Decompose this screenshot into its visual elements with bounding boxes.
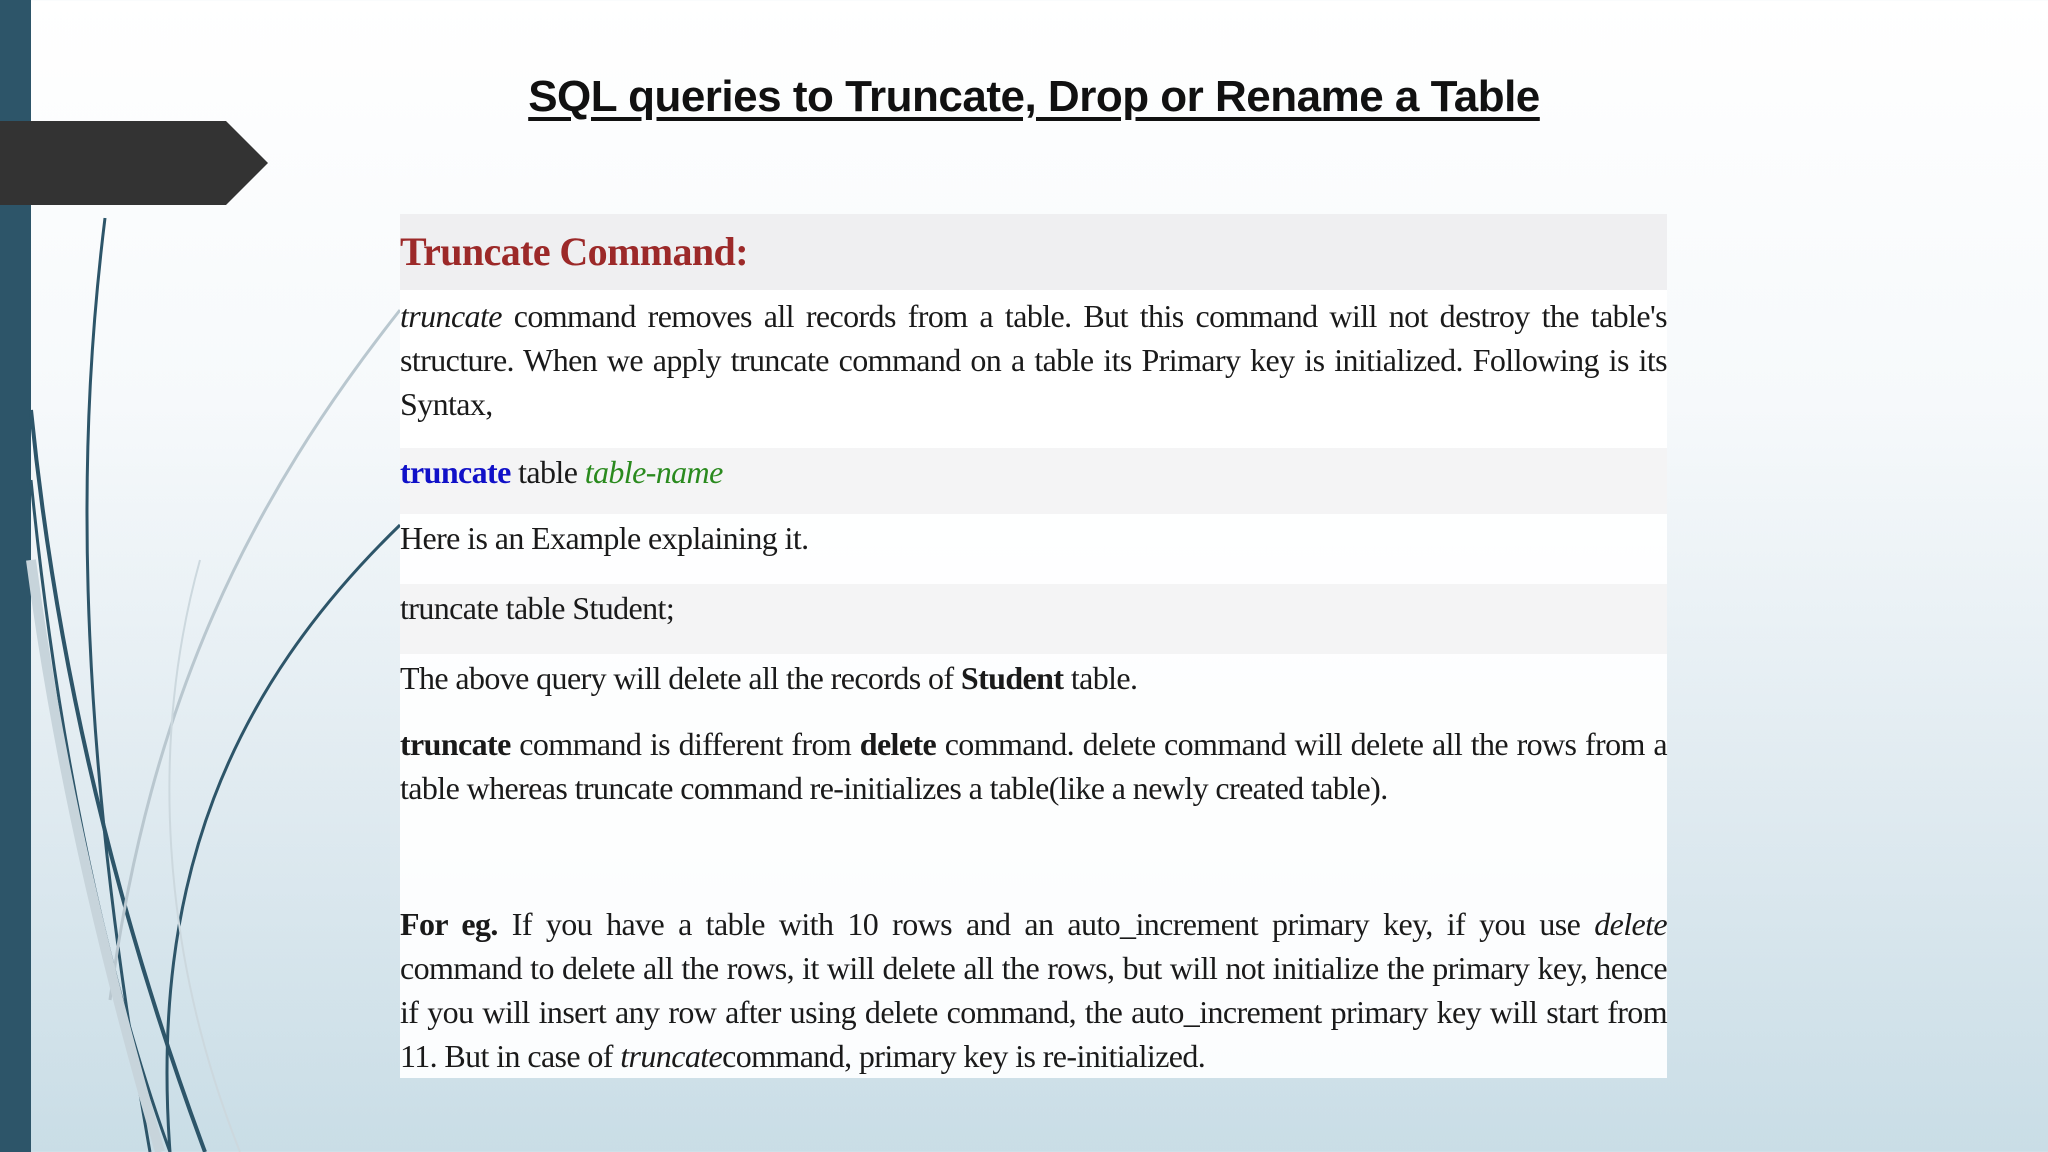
difference-cmd-truncate: truncate [400,726,511,762]
eg-cmd-truncate: truncate [620,1038,723,1074]
syntax-param: table-name [584,454,723,490]
example-paragraph [400,902,1667,1078]
decorative-curves [31,218,400,1152]
result-line [400,654,1667,720]
difference-cmd-delete: delete [859,726,937,762]
difference-text-1: command is different from [510,726,860,762]
eg-text-1: If you have a table with 10 rows and an auto_increment primary key, if you use [497,906,1595,942]
eg-label: For eg. [400,906,498,942]
eg-text-3: command, primary key is re-initialized. [722,1038,1206,1074]
content-area [400,214,1667,1078]
heading-band [400,214,1667,290]
section-heading: Truncate Command: [400,229,748,274]
syntax-keyword: truncate [400,454,511,490]
result-after: table. [1063,660,1138,696]
eg-cmd-delete: delete [1594,906,1667,942]
syntax-middle: table [510,454,585,490]
result-before: The above query will delete all the records of [400,660,961,696]
syntax-line [400,448,1667,514]
intro-command: truncate [400,298,502,334]
intro-text: command removes all records from a table. But this command will not destroy the table's structure. When we apply truncate command on a table its Primary key is initialized. Following is its Syntax, [400,298,1667,422]
title-arrow-shape [0,121,268,205]
result-table-name: Student [960,660,1064,696]
difference-text-2: command. delete command will delete all the rows from a table whereas truncate command re-initializes a table(like a newly created table). [400,726,1667,806]
eg-text-2: command to delete all the rows, it will delete all the rows, but will not initialize the primary key, hence if you will insert any row after using delete command, the auto_increment primary key will start from 11. But in case of [400,950,1667,1074]
intro-paragraph [400,290,1667,448]
example-query: truncate table Student; [400,584,1667,654]
page-title: SQL queries to Truncate, Drop or Rename a Table [528,72,1540,121]
difference-paragraph [400,720,1667,902]
example-intro: Here is an Example explaining it. [400,514,1667,584]
